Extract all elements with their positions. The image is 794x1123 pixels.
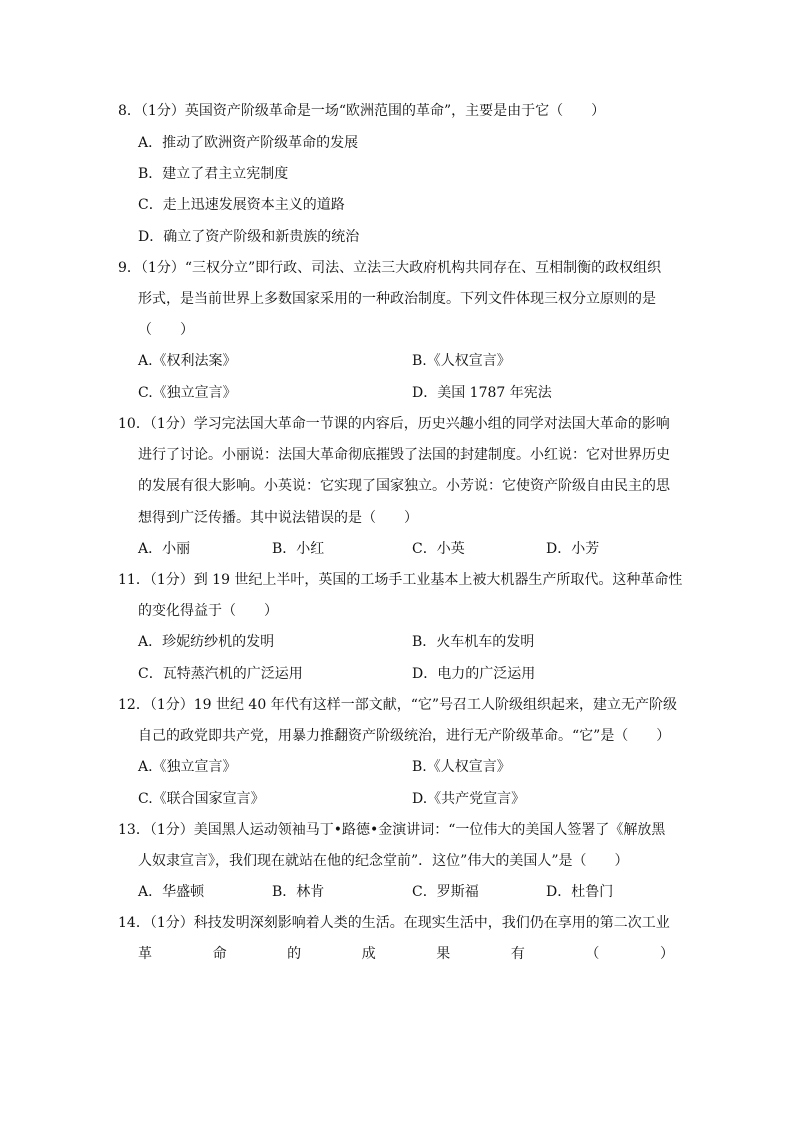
question-12-option-a: A.《独立宣言》 [138, 759, 237, 775]
spread-char: 革 [138, 946, 152, 962]
question-13-option-b: B．林肯 [272, 884, 325, 900]
question-10-option-d: D．小芳 [546, 541, 600, 557]
question-13-option-a: A．华盛顿 [138, 884, 205, 900]
question-12-stem: 12．（1分）19 世纪 40 年代有这样一部文献，“它”号召工人阶级组织起来，建立无产阶级 [118, 697, 678, 713]
question-9-option-a: A.《权利法案》 [138, 353, 237, 369]
spread-char: 成 [361, 946, 376, 962]
question-10-stem-line-3: 的发展有很大影响。小英说：它实现了国家独立。小芳说：它使资产阶级自由民主的思 [138, 478, 670, 494]
question-12-option-d: D.《共产党宣言》 [412, 791, 526, 807]
question-12-stem-line-2: 自己的政党即共产党，用暴力推翻资产阶级统治，进行无产阶级革命。“它”是（ ） [138, 728, 671, 744]
question-9-option-c: C.《独立宣言》 [138, 385, 237, 401]
question-11-option-c: C．瓦特蒸汽机的广泛运用 [138, 666, 303, 682]
question-8-option-c: C．走上迅速发展资本主义的道路 [138, 197, 345, 213]
spread-char: 命 [212, 946, 227, 962]
question-10-option-c: C．小英 [412, 541, 465, 557]
question-11-option-b: B．火车机车的发明 [412, 634, 535, 650]
question-9-stem-line-3: （ ） [138, 322, 194, 338]
question-8-option-b: B．建立了君主立宪制度 [138, 166, 289, 182]
question-10-option-b: B．小红 [272, 541, 325, 557]
question-11-stem-line-2: 的变化得益于（ ） [138, 603, 278, 619]
spread-char: ） [659, 946, 674, 962]
question-8-stem: 8．（1分）英国资产阶级革命是一场“欧洲范围的革命”，主要是由于它（ ） [118, 103, 606, 119]
question-13-stem-line-2: 人奴隶宣言》，我们现在就站在他的纪念堂前”．这位”伟大的美国人”是（ ） [138, 853, 629, 869]
question-10-stem-line-2: 进行了讨论。小丽说：法国大革命彻底摧毁了法国的封建制度。小红说：它对世界历史 [138, 447, 670, 463]
spread-char: （ [585, 946, 600, 962]
question-11-option-a: A．珍妮纺纱机的发明 [138, 634, 275, 650]
question-9-option-d: D．美国 1787 年宪法 [412, 385, 552, 401]
question-14-stem-line-2 [138, 944, 674, 964]
spread-char: 果 [436, 946, 451, 962]
question-10-option-a: A．小丽 [138, 541, 191, 557]
question-13-option-d: D．杜鲁门 [546, 884, 614, 900]
question-9-stem: 9．（1分）“三权分立”即行政、司法、立法三大政府机构共同存在、互相制衡的政权组织 [118, 260, 662, 276]
question-13-stem: 13．（1分）美国黑人运动领袖马丁•路德•金演讲词：“一位伟大的美国人签署了《解放黑 [118, 822, 666, 838]
spread-char: 的 [287, 946, 302, 962]
question-8-option-a: A．推动了欧洲资产阶级革命的发展 [138, 135, 359, 151]
question-8-option-d: D．确立了资产阶级和新贵族的统治 [138, 229, 360, 245]
question-12-option-b: B.《人权宣言》 [412, 759, 511, 775]
spread-char: 有 [510, 946, 525, 962]
question-9-stem-line-2: 形式，是当前世界上多数国家采用的一种政治制度。下列文件体现三权分立原则的是 [138, 291, 656, 307]
question-11-option-d: D．电力的广泛运用 [412, 666, 536, 682]
question-9-option-b: B.《人权宣言》 [412, 353, 511, 369]
question-10-stem-line-4: 想得到广泛传播。其中说法错误的是（ ） [138, 510, 418, 526]
question-12-option-c: C.《联合国家宣言》 [138, 791, 265, 807]
question-11-stem: 11．（1分）到 19 世纪上半叶，英国的工场手工业基本上被大机器生产所取代。这种革命性 [118, 572, 683, 588]
question-14-stem: 14．（1分）科技发明深刻影响着人类的生活。在现实生活中，我们仍在享用的第二次工业 [118, 915, 670, 931]
question-13-option-c: C．罗斯福 [412, 884, 479, 900]
question-10-stem: 10．（1分）学习完法国大革命一节课的内容后，历史兴趣小组的同学对法国大革命的影响 [118, 416, 670, 432]
